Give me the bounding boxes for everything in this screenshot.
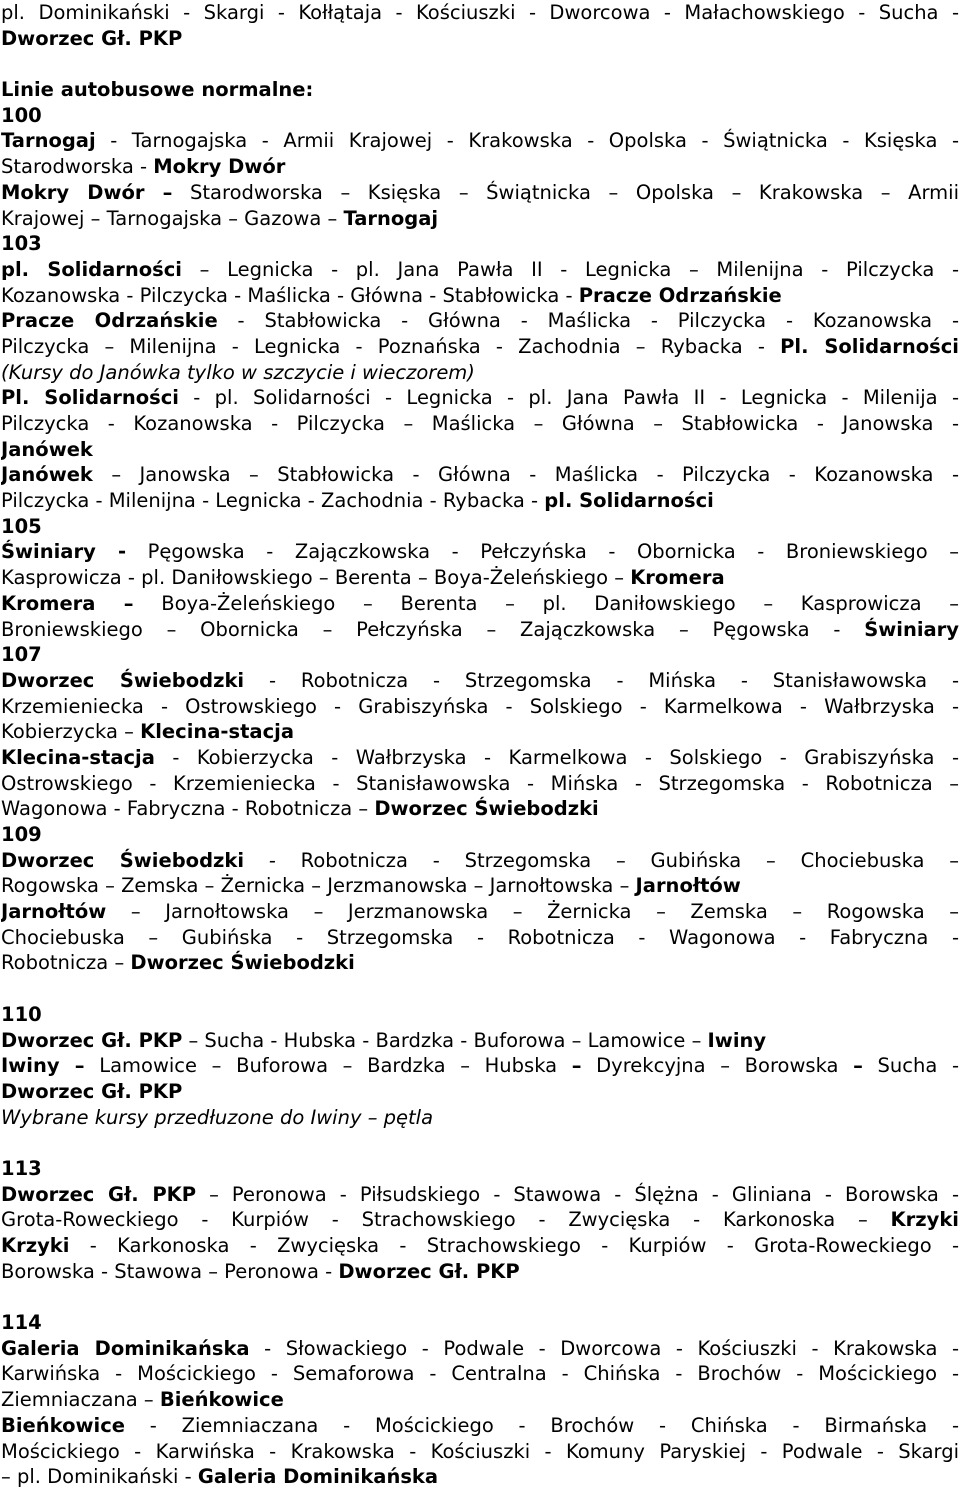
text-run: - Robotnicza - Strzegomska – Gubińska – Chociebuska – bbox=[244, 848, 959, 872]
document-line bbox=[1, 411, 959, 437]
document-line bbox=[1, 694, 959, 720]
bold-text: Jarnołtów bbox=[635, 874, 741, 898]
document-line bbox=[1, 128, 959, 154]
document-line bbox=[1, 1259, 959, 1285]
bold-text: Galeria Dominikańska bbox=[1, 1336, 250, 1360]
text-run: - Karkonoska - Zwycięska - Strachowskiego - Kurpiów - Grota-Roweckiego - bbox=[69, 1234, 959, 1257]
text-run: pl. Dominikański - Skargi - Kołłątaja - Kościuszki - Dworcowa - Małachowskiego - Sucha - bbox=[1, 1, 959, 24]
bold-text: Dworzec Świebodzki bbox=[374, 797, 599, 821]
bold-text: Jarnołtów bbox=[1, 900, 107, 924]
document-line bbox=[1, 154, 959, 180]
bold-text: Mokry Dwór bbox=[153, 155, 286, 179]
text-run: Dyrekcyjna – Borowska bbox=[581, 1054, 854, 1078]
bold-text: Janówek bbox=[1, 437, 93, 461]
bold-text: Pl. Solidarności bbox=[1, 386, 179, 410]
bold-text: Krzyki bbox=[1, 1234, 70, 1257]
bold-text: Linie autobusowe normalne: bbox=[1, 78, 314, 102]
document-line bbox=[1, 385, 959, 411]
document-line bbox=[1, 1207, 959, 1233]
document-line bbox=[1, 539, 959, 565]
bold-text: Kromera bbox=[630, 566, 725, 590]
bold-text: 105 bbox=[1, 514, 42, 538]
text-run: Wagonowa - Fabryczna - Robotnicza – bbox=[1, 797, 375, 821]
document-line bbox=[1, 822, 959, 848]
bold-text: Bieńkowice bbox=[1, 1413, 125, 1437]
document-line bbox=[1, 1361, 959, 1387]
text-run: - Słowackiego - Podwale - Dworcowa - Kościuszki - Krakowska - bbox=[249, 1336, 959, 1360]
document-line bbox=[1, 26, 959, 52]
document-line bbox=[1, 1387, 959, 1413]
bold-text: Klecina-stacja bbox=[1, 745, 155, 769]
bold-text: pl. Solidarności bbox=[1, 257, 182, 281]
text-run: Rogowska – Zemska – Żernicka – Jerzmanowska – Jarnołtowska – bbox=[1, 874, 636, 898]
bold-text: Dworzec Gł. PKP bbox=[1, 1182, 197, 1206]
document-line bbox=[1, 1233, 959, 1259]
bold-text: – bbox=[853, 1054, 863, 1078]
bold-text: Dworzec Gł. PKP bbox=[1, 1028, 183, 1052]
bold-text: Pl. Solidarności bbox=[780, 334, 959, 358]
blank-line bbox=[1, 976, 959, 1002]
bold-text: Dworzec Gł. PKP bbox=[1, 26, 183, 50]
text-run: (Kursy do Janówka tylko w szczycie i wieczorem) bbox=[1, 360, 475, 384]
bold-text: Pracze Odrzańskie bbox=[578, 283, 782, 307]
document-line bbox=[1, 334, 959, 360]
text-run: - pl. Solidarności - Legnicka - pl. Jana Pawła II - Legnicka - Milenija - bbox=[178, 386, 959, 410]
bold-text: 107 bbox=[1, 643, 42, 667]
text-run: Starodworska – Księska – Świątnicka – Opolska – Krakowska – Armii bbox=[172, 180, 959, 204]
document-line bbox=[1, 1002, 959, 1028]
text-run: – Sucha - Hubska - Bardzka - Buforowa – Lamowice – bbox=[182, 1028, 708, 1052]
text-run: Borowska - Stawowa – Peronowa - bbox=[1, 1259, 339, 1283]
bold-text: – bbox=[571, 1054, 582, 1078]
text-run: – pl. Dominikański - bbox=[1, 1465, 198, 1489]
document-line bbox=[1, 591, 959, 617]
bold-text: 109 bbox=[1, 823, 42, 846]
document-line bbox=[1, 719, 959, 745]
text-run: Kasprowicza - pl. Daniłowskiego – Berenta – Boya-Żeleńskiego – bbox=[1, 566, 631, 590]
document-line bbox=[1, 1439, 959, 1465]
document-body bbox=[1, 0, 959, 1490]
document-line bbox=[1, 642, 959, 668]
text-run: Karwińska - Mościckiego - Semaforowa - Centralna - Chińska - Brochów - Mościckiego - bbox=[1, 1362, 959, 1386]
document-line bbox=[1, 848, 959, 874]
text-run: Krzemieniecka - Ostrowskiego - Grabiszyńska - Solskiego - Karmelkowa - Wałbrzyska - bbox=[1, 694, 959, 718]
bold-text: 103 bbox=[1, 232, 42, 256]
text-run: – Legnicka - pl. Jana Pawła II - Legnicka – Milenijna - Pilczycka - bbox=[182, 257, 959, 281]
bold-text: Świniary - bbox=[1, 540, 127, 564]
text-run: Pilczycka - Milenijna - Legnicka - Zachodnia - Rybacka - bbox=[1, 489, 545, 513]
bold-text: Klecina-stacja bbox=[140, 720, 294, 744]
document-line bbox=[1, 668, 959, 694]
text-run: Krajowej – Tarnogajska – Gazowa – bbox=[1, 206, 344, 230]
text-run: - Kobierzycka - Wałbrzyska - Karmelkowa - Solskiego - Grabiszyńska - bbox=[154, 745, 959, 769]
document-line bbox=[1, 308, 959, 334]
bold-text: Tarnogaj bbox=[343, 206, 439, 230]
document-line bbox=[1, 1053, 959, 1079]
bold-text: Pracze Odrzańskie bbox=[1, 309, 218, 333]
bold-text: Dworzec Świebodzki bbox=[1, 668, 245, 692]
text-run: - Stabłowicka - Główna - Maślicka - Pilczycka - Kozanowska - bbox=[217, 309, 959, 333]
document-line bbox=[1, 206, 959, 232]
bold-text: pl. Solidarności bbox=[544, 489, 714, 513]
document-line bbox=[1, 745, 959, 771]
document-line bbox=[1, 514, 959, 540]
text-run: Pilczycka - Kozanowska - Pilczycka – Maślicka – Główna – Stabłowicka - Janowska - bbox=[1, 412, 959, 435]
text-run: Mościckiego - Karwińska - Krakowska - Kościuszki - Komuny Paryskiej - Podwale - Skargi bbox=[1, 1439, 959, 1463]
document-line bbox=[1, 873, 959, 899]
bold-text: Bieńkowice bbox=[159, 1388, 284, 1412]
document-line bbox=[1, 796, 959, 822]
bold-text: Dworzec Gł. PKP bbox=[338, 1259, 520, 1283]
document-line bbox=[1, 565, 959, 591]
text-run: - Robotnicza - Strzegomska - Mińska - Stanisławowska - bbox=[244, 668, 959, 692]
bold-text: 114 bbox=[1, 1311, 42, 1335]
document-line bbox=[1, 488, 959, 514]
bold-text: Mokry Dwór – bbox=[1, 180, 173, 204]
document-line bbox=[1, 103, 959, 129]
blank-line bbox=[1, 51, 959, 77]
text-run: Lamowice – Buforowa – Bardzka – Hubska bbox=[84, 1054, 572, 1078]
bold-text: Galeria Dominikańska bbox=[197, 1465, 439, 1489]
bold-text: 113 bbox=[1, 1156, 42, 1180]
text-run: – Jarnołtowska – Jerzmanowska – Żernicka – Zemska – Rogowska – bbox=[106, 900, 959, 924]
text-run: Pilczycka – Milenijna - Legnicka - Poznańska - Zachodnia – Rybacka - bbox=[1, 334, 781, 358]
text-run: Broniewskiego – Obornicka – Pełczyńska – Zajączkowska – Pęgowska - bbox=[1, 617, 865, 641]
text-run: – Janowska – Stabłowicka - Główna - Maślicka - Pilczycka - Kozanowska - bbox=[92, 463, 959, 487]
text-run: Robotnicza – bbox=[1, 951, 131, 975]
document-line bbox=[1, 283, 959, 309]
text-run: Pęgowska - Zajączkowska - Pełczyńska - Obornicka - Broniewskiego – bbox=[126, 540, 959, 564]
text-run: Kobierzycka – bbox=[1, 720, 141, 744]
document-line bbox=[1, 360, 959, 386]
text-run: Grota-Roweckiego - Kurpiów - Strachowskiego - Zwycięska - Karkonoska – bbox=[1, 1208, 891, 1232]
text-run: Ziemniaczana – bbox=[1, 1388, 160, 1412]
text-run: Sucha - bbox=[862, 1054, 959, 1078]
bold-text: 110 bbox=[1, 1002, 42, 1026]
document-line bbox=[1, 1028, 959, 1054]
bold-text: Dworzec Świebodzki bbox=[130, 951, 355, 975]
bold-text: Świniary bbox=[864, 617, 959, 641]
text-run: Kozanowska - Pilczycka - Maślicka - Główna - Stabłowicka - bbox=[1, 283, 579, 307]
document-line bbox=[1, 899, 959, 925]
text-run: - Ziemniaczana - Mościckiego - Brochów - Chińska - Birmańska - bbox=[124, 1413, 959, 1437]
document-line bbox=[1, 257, 959, 283]
bold-text: Tarnogaj bbox=[1, 129, 96, 153]
document-line bbox=[1, 1182, 959, 1208]
bold-text: Janówek bbox=[1, 463, 93, 487]
text-run: Ostrowskiego - Krzemieniecka - Stanisławowska - Mińska - Strzegomska - Robotnicza – bbox=[1, 771, 959, 795]
document-line bbox=[1, 617, 959, 643]
document-line bbox=[1, 462, 959, 488]
document-line bbox=[1, 0, 959, 26]
bold-text: Kromera – bbox=[1, 591, 134, 615]
bold-text: Dworzec Świebodzki bbox=[1, 848, 245, 872]
text-run: - Tarnogajska - Armii Krajowej - Krakowska - Opolska - Świątnicka - Księska - bbox=[95, 129, 959, 153]
text-run: – Peronowa - Piłsudskiego - Stawowa - Ślężna - Gliniana - Borowska - bbox=[196, 1182, 959, 1206]
document-line bbox=[1, 231, 959, 257]
bold-text: Iwiny bbox=[707, 1028, 767, 1052]
bold-text: 100 bbox=[1, 103, 42, 127]
text-run: Wybrane kursy przedłuzone do Iwiny – pętla bbox=[1, 1105, 434, 1129]
document-line bbox=[1, 1079, 959, 1105]
document-line bbox=[1, 1156, 959, 1182]
text-run: Starodworska - bbox=[1, 155, 154, 179]
text-run: Chociebuska – Gubińska - Strzegomska - Robotnicza - Wagonowa - Fabryczna - bbox=[1, 925, 959, 949]
document-line bbox=[1, 1105, 959, 1131]
document-line bbox=[1, 77, 959, 103]
blank-line bbox=[1, 1130, 959, 1156]
bold-text: Krzyki bbox=[890, 1208, 959, 1232]
document-line bbox=[1, 1413, 959, 1439]
blank-line bbox=[1, 1284, 959, 1310]
document-line bbox=[1, 180, 959, 206]
document-line bbox=[1, 950, 959, 976]
document-line bbox=[1, 437, 959, 463]
bold-text: Dworzec Gł. PKP bbox=[1, 1079, 183, 1103]
document-line bbox=[1, 1310, 959, 1336]
bold-text: Iwiny – bbox=[1, 1054, 85, 1078]
document-line bbox=[1, 925, 959, 951]
document-line bbox=[1, 771, 959, 797]
document-line bbox=[1, 1336, 959, 1362]
document-line bbox=[1, 1464, 959, 1490]
text-run: Boya-Żeleńskiego – Berenta – pl. Daniłowskiego – Kasprowicza – bbox=[133, 591, 959, 615]
